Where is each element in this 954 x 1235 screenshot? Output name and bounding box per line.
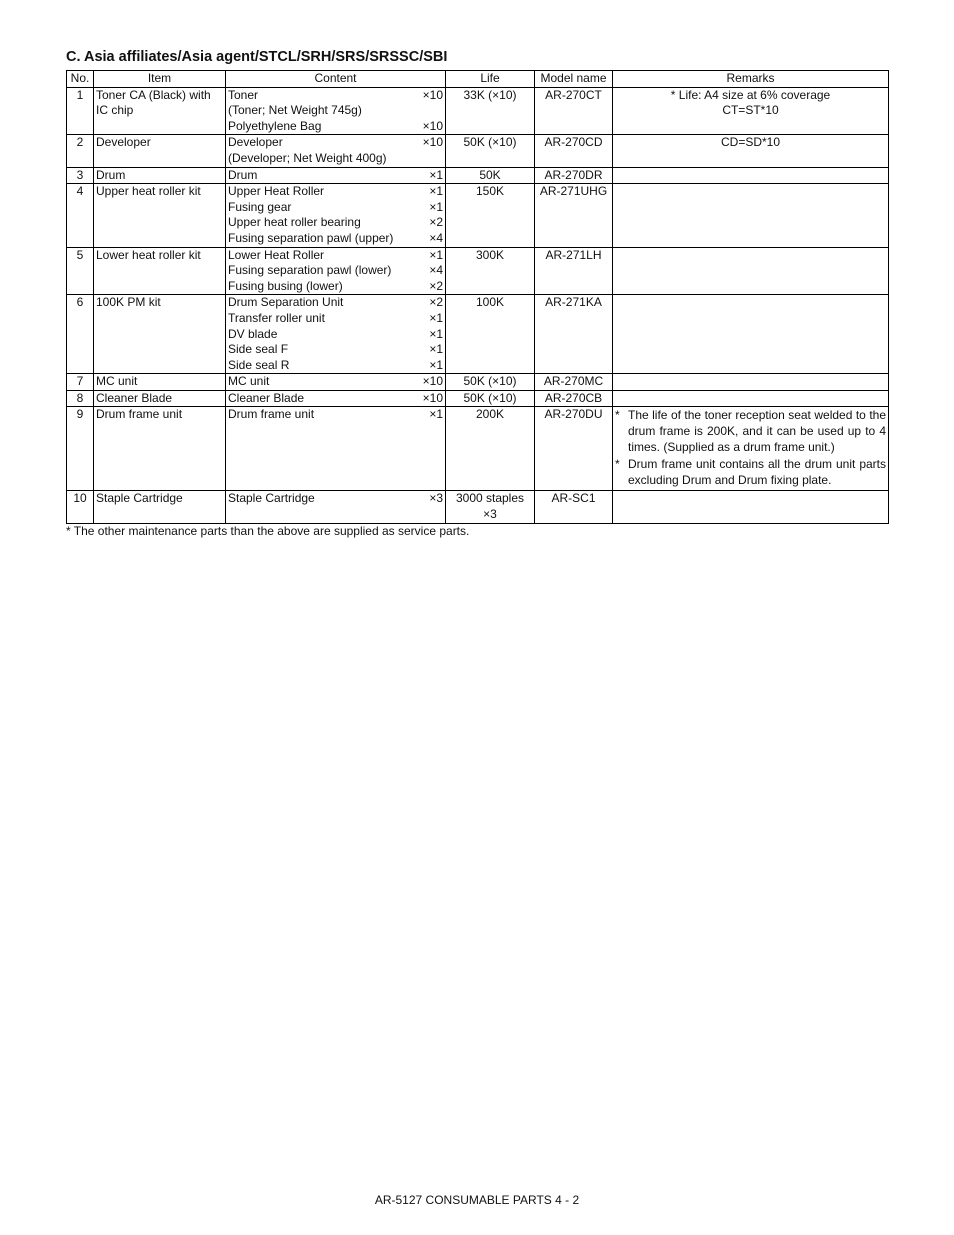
row-remarks bbox=[613, 295, 889, 374]
row-no: 4 bbox=[67, 184, 94, 247]
row-item: Drum frame unit bbox=[94, 407, 226, 491]
life-line: 200K bbox=[475, 407, 505, 422]
remark-item bbox=[615, 408, 886, 455]
row-no: 5 bbox=[67, 247, 94, 295]
content-text: Staple Cartridge bbox=[228, 491, 315, 506]
remark-item bbox=[615, 457, 886, 488]
content-text: DV blade bbox=[228, 326, 278, 341]
row-model-name: AR-270DU bbox=[535, 407, 613, 491]
row-remarks bbox=[613, 374, 889, 391]
row-remarks bbox=[613, 167, 889, 184]
content-text: Developer bbox=[228, 135, 283, 150]
row-content bbox=[226, 295, 446, 374]
row-life bbox=[446, 374, 535, 391]
header-life: Life bbox=[446, 71, 535, 88]
row-no: 8 bbox=[67, 390, 94, 407]
content-qty: ×1 bbox=[429, 167, 443, 182]
row-life bbox=[446, 247, 535, 295]
content-text: Fusing gear bbox=[228, 199, 292, 214]
content-text: Drum Separation Unit bbox=[228, 295, 344, 310]
row-model-name: AR-270CB bbox=[535, 390, 613, 407]
page-footer: AR-5127 CONSUMABLE PARTS 4 - 2 bbox=[374, 1193, 580, 1207]
content-qty: ×1 bbox=[429, 407, 443, 422]
row-content bbox=[226, 390, 446, 407]
content-text: Drum bbox=[228, 167, 258, 182]
content-text: Fusing separation pawl (lower) bbox=[228, 263, 392, 278]
content-line bbox=[228, 184, 443, 200]
row-model-name: AR-270DR bbox=[535, 167, 613, 184]
content-qty: ×1 bbox=[429, 184, 443, 199]
row-content bbox=[226, 87, 446, 135]
life-line: ×3 bbox=[483, 507, 497, 522]
content-qty: ×2 bbox=[429, 215, 443, 230]
table-body bbox=[67, 87, 889, 523]
row-life bbox=[446, 295, 535, 374]
content-text: Lower Heat Roller bbox=[228, 247, 325, 262]
content-line bbox=[228, 231, 443, 247]
life-line: 50K (×10) bbox=[463, 135, 517, 150]
life-line: 33K (×10) bbox=[463, 87, 517, 102]
remark-mark: * bbox=[615, 457, 620, 472]
row-life bbox=[446, 407, 535, 491]
content-line bbox=[228, 279, 443, 295]
life-line: 50K (×10) bbox=[463, 390, 517, 405]
content-text: Side seal F bbox=[228, 342, 289, 357]
content-text: Side seal R bbox=[228, 357, 290, 372]
content-text: Toner bbox=[228, 87, 259, 102]
content-qty: ×10 bbox=[422, 87, 443, 102]
row-content bbox=[226, 491, 446, 523]
row-life bbox=[446, 491, 535, 523]
content-line bbox=[228, 327, 443, 343]
row-no: 1 bbox=[67, 87, 94, 135]
content-line bbox=[228, 311, 443, 327]
content-line bbox=[228, 88, 443, 104]
row-remarks bbox=[613, 247, 889, 295]
content-line bbox=[228, 358, 443, 374]
row-no: 9 bbox=[67, 407, 94, 491]
row-content bbox=[226, 407, 446, 491]
content-qty: ×10 bbox=[422, 374, 443, 389]
row-item: Cleaner Blade bbox=[94, 390, 226, 407]
row-no: 2 bbox=[67, 135, 94, 167]
table-row bbox=[67, 295, 889, 374]
content-text: (Developer; Net Weight 400g) bbox=[228, 150, 387, 165]
row-model-name: AR-SC1 bbox=[535, 491, 613, 523]
header-item: Item bbox=[94, 71, 226, 88]
table-row bbox=[67, 87, 889, 135]
consumable-parts-table bbox=[66, 70, 889, 524]
content-qty: ×2 bbox=[429, 295, 443, 310]
content-line bbox=[228, 295, 443, 311]
row-life bbox=[446, 167, 535, 184]
content-qty: ×3 bbox=[429, 491, 443, 506]
content-qty: ×4 bbox=[429, 263, 443, 278]
life-line: 50K (×10) bbox=[463, 374, 517, 389]
content-qty: ×1 bbox=[429, 199, 443, 214]
content-line bbox=[228, 491, 443, 507]
content-text: Drum frame unit bbox=[228, 407, 315, 422]
remark-line: CD=SD*10 bbox=[720, 135, 781, 150]
row-life bbox=[446, 184, 535, 247]
row-no: 10 bbox=[67, 491, 94, 523]
content-line bbox=[228, 263, 443, 279]
content-qty: ×2 bbox=[429, 278, 443, 293]
table-row bbox=[67, 491, 889, 523]
row-content bbox=[226, 167, 446, 184]
content-text: MC unit bbox=[228, 374, 270, 389]
row-no: 3 bbox=[67, 167, 94, 184]
row-no: 6 bbox=[67, 295, 94, 374]
content-text: Polyethylene Bag bbox=[228, 118, 322, 133]
header-content: Content bbox=[226, 71, 446, 88]
content-line bbox=[228, 151, 443, 167]
row-remarks bbox=[613, 491, 889, 523]
content-qty: ×10 bbox=[422, 118, 443, 133]
row-content bbox=[226, 247, 446, 295]
content-line bbox=[228, 103, 443, 119]
footnote: * The other maintenance parts than the above are supplied as service parts. bbox=[66, 524, 470, 538]
content-qty: ×1 bbox=[429, 310, 443, 325]
row-remarks bbox=[613, 390, 889, 407]
content-text: Transfer roller unit bbox=[228, 310, 325, 325]
life-line: 100K bbox=[475, 295, 505, 310]
content-qty: ×1 bbox=[429, 247, 443, 262]
table-header-row bbox=[67, 71, 889, 88]
row-model-name: AR-270CD bbox=[535, 135, 613, 167]
table-row bbox=[67, 374, 889, 391]
life-line: 300K bbox=[475, 247, 505, 262]
table-row bbox=[67, 247, 889, 295]
row-item: Upper heat roller kit bbox=[94, 184, 226, 247]
row-life bbox=[446, 135, 535, 167]
content-qty: ×1 bbox=[429, 357, 443, 372]
header-model-name: Model name bbox=[535, 71, 613, 88]
row-remarks bbox=[613, 135, 889, 167]
content-text: (Toner; Net Weight 745g) bbox=[228, 103, 362, 118]
row-content bbox=[226, 184, 446, 247]
row-model-name: AR-270CT bbox=[535, 87, 613, 135]
content-line bbox=[228, 391, 443, 407]
content-line bbox=[228, 248, 443, 264]
content-line bbox=[228, 119, 443, 135]
table-row bbox=[67, 407, 889, 491]
content-text: Cleaner Blade bbox=[228, 390, 305, 405]
row-remarks bbox=[613, 407, 889, 491]
row-item: Toner CA (Black) with IC chip bbox=[94, 87, 226, 135]
content-text: Upper Heat Roller bbox=[228, 184, 325, 199]
content-line bbox=[228, 135, 443, 151]
content-qty: ×4 bbox=[429, 230, 443, 245]
remark-line: * Life: A4 size at 6% coverage bbox=[670, 87, 831, 102]
row-model-name: AR-270MC bbox=[535, 374, 613, 391]
content-line bbox=[228, 342, 443, 358]
row-model-name: AR-271LH bbox=[535, 247, 613, 295]
content-line bbox=[228, 407, 443, 423]
row-remarks bbox=[613, 184, 889, 247]
row-model-name: AR-271UHG bbox=[535, 184, 613, 247]
life-line: 3000 staples bbox=[455, 491, 525, 506]
life-line: 150K bbox=[475, 184, 505, 199]
row-item: Staple Cartridge bbox=[94, 491, 226, 523]
content-qty bbox=[439, 151, 443, 167]
remark-text: Drum frame unit contains all the drum unit parts excluding Drum and Drum fixing plate. bbox=[628, 457, 886, 487]
row-content bbox=[226, 135, 446, 167]
row-item: 100K PM kit bbox=[94, 295, 226, 374]
content-line bbox=[228, 374, 443, 390]
content-qty: ×10 bbox=[422, 390, 443, 405]
row-item: Lower heat roller kit bbox=[94, 247, 226, 295]
row-item: Drum bbox=[94, 167, 226, 184]
row-life bbox=[446, 87, 535, 135]
row-life bbox=[446, 390, 535, 407]
header-no: No. bbox=[67, 71, 94, 88]
remark-line: CT=ST*10 bbox=[722, 103, 779, 118]
table-row bbox=[67, 390, 889, 407]
life-line: 50K bbox=[479, 167, 501, 182]
content-text: Fusing separation pawl (upper) bbox=[228, 230, 394, 245]
row-item: Developer bbox=[94, 135, 226, 167]
content-qty: ×10 bbox=[422, 135, 443, 150]
content-qty bbox=[439, 103, 443, 119]
content-line bbox=[228, 168, 443, 184]
remark-text: The life of the toner reception seat welded to the drum frame is 200K, and it can be used up to 4 times. (Supplied as a drum frame unit.) bbox=[628, 408, 886, 454]
row-model-name: AR-271KA bbox=[535, 295, 613, 374]
section-title: C. Asia affiliates/Asia agent/STCL/SRH/SRS/SRSSC/SBI bbox=[66, 49, 448, 65]
table-row bbox=[67, 184, 889, 247]
table-row bbox=[67, 167, 889, 184]
header-remarks: Remarks bbox=[613, 71, 889, 88]
content-line bbox=[228, 215, 443, 231]
content-line bbox=[228, 200, 443, 216]
content-text: Fusing busing (lower) bbox=[228, 278, 343, 293]
row-remarks bbox=[613, 87, 889, 135]
row-no: 7 bbox=[67, 374, 94, 391]
table-row bbox=[67, 135, 889, 167]
row-content bbox=[226, 374, 446, 391]
remark-mark: * bbox=[615, 408, 620, 423]
content-text: Upper heat roller bearing bbox=[228, 215, 361, 230]
content-qty: ×1 bbox=[429, 326, 443, 341]
content-qty: ×1 bbox=[429, 342, 443, 357]
row-item: MC unit bbox=[94, 374, 226, 391]
